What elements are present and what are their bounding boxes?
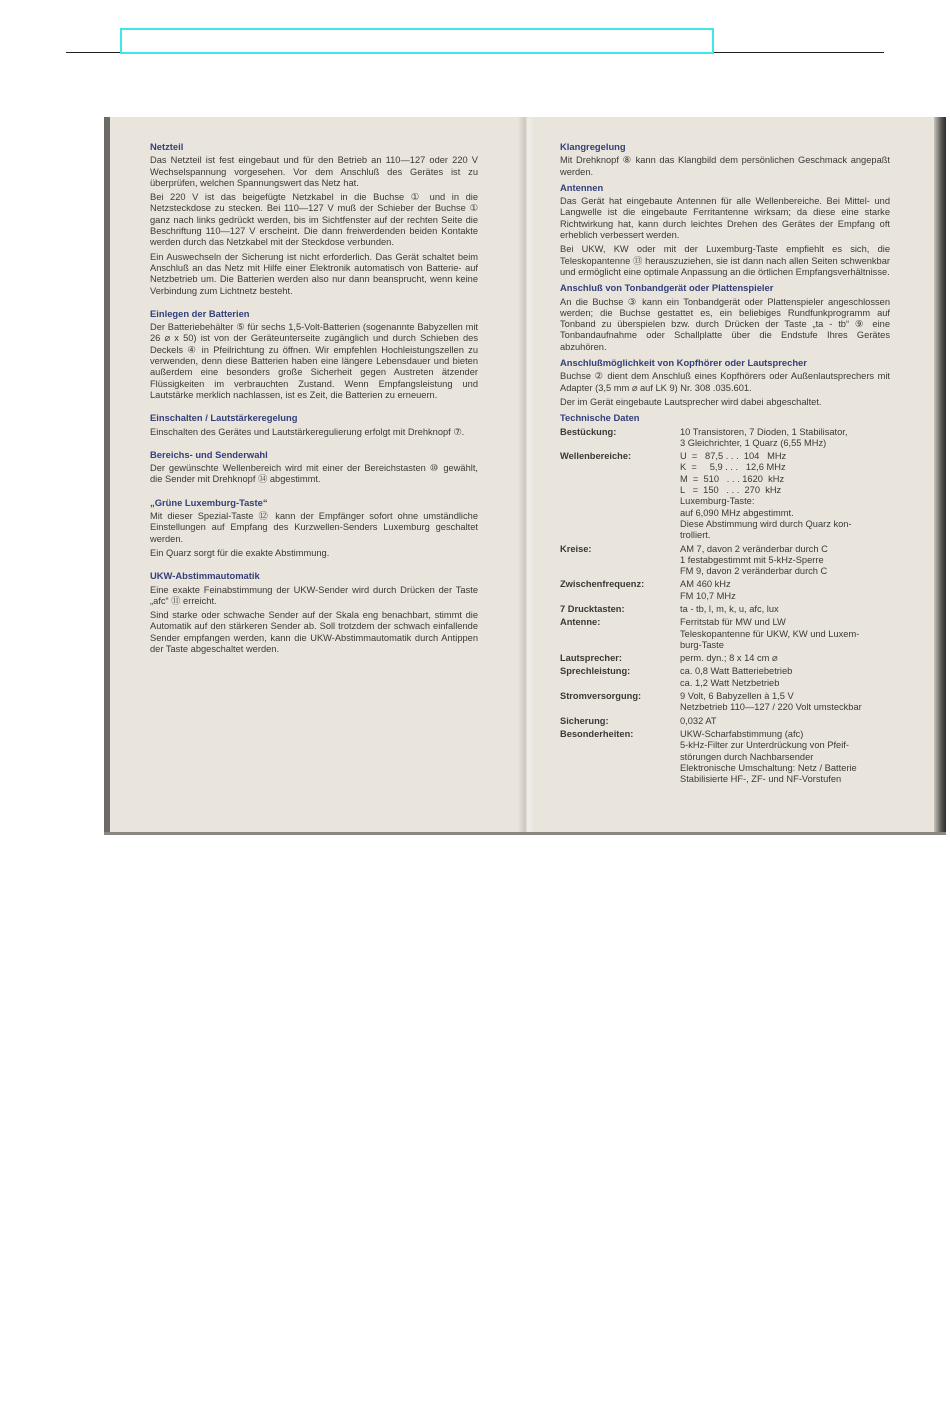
scan-bottom-edge [104, 832, 946, 835]
paragraph: Mit Drehknopf ⑧ kann das Klangbild dem persönlichen Geschmack angepaßt werden. [560, 155, 890, 177]
section-title: Einschalten / Lautstärkeregelung [150, 412, 298, 424]
section-title: Netzteil [150, 141, 184, 152]
paragraph: Das Gerät hat eingebaute Antennen für alle Wellenbereiche. Bei Mittel- und Langwelle ist die eingebaute Ferritantenne wirksam; da diese eine starke Richtwirkung hat, kann durch leichtes Drehen des Gerätes der Empfang oft erheblich verbessert werden. [560, 196, 890, 241]
spec-line: 1 festabgestimmt mit 5-kHz-Sperre [680, 554, 824, 565]
section-title: UKW-Abstimmautomatik [150, 570, 260, 582]
spec-line: UKW-Scharfabstimmung (afc) [680, 728, 804, 739]
section [150, 141, 478, 297]
spec-row [560, 427, 890, 450]
spec-line: auf 6,090 MHz abgestimmt. [680, 507, 794, 518]
spec-line: Diese Abstimmung wird durch Quarz kon- [680, 518, 852, 529]
right-page [560, 141, 890, 791]
page-fold [518, 117, 534, 835]
spec-line: störungen durch Nachbarsender [680, 751, 814, 762]
paragraph: Das Netzteil ist fest eingebaut und für den Betrieb an 110—127 oder 220 V Wechselspannung vorgesehen. Vor dem Anschluß des Gerätes ist zu überprüfen, welchen Spannungswert das Netz hat. [150, 155, 478, 188]
left-page [150, 141, 478, 666]
paragraph: Ein Auswechseln der Sicherung ist nicht erforderlich. Das Gerät schaltet beim Anschluß an das Netz mit Hilfe einer Elektronik automatisch von Batterie- auf Netzbetrieb um. Die Batterien werden also nur dann beansprucht, wenn keine Verbindung zum Lichtnetz besteht. [150, 251, 478, 296]
section-title: Anschluß von Tonbandgerät oder Plattenspieler [560, 282, 774, 294]
spec-line: Netzbetrieb 110—127 / 220 Volt umsteckbar [680, 702, 862, 713]
spec-value [680, 544, 890, 578]
spec-line: 0,032 AT [680, 715, 717, 726]
spec-line: U = 87,5 . . . 104 MHz [680, 451, 787, 462]
spec-value [680, 427, 890, 450]
spec-label: Antenne: [560, 617, 601, 628]
spec-line: ca. 0,8 Watt Batteriebetrieb [680, 666, 793, 677]
spec-line: Teleskopantenne für UKW, KW und Luxem- [680, 628, 860, 639]
tech-section [560, 412, 890, 787]
paragraph: Buchse ② dient dem Anschluß eines Kopfhörers oder Außenlautsprechers mit Adapter (3,5 mm ⌀ auf LK 9) Nr. 308 .035.601. [560, 371, 890, 393]
scanned-document [104, 117, 946, 835]
spec-label: Stromversorgung: [560, 691, 642, 702]
spec-label: Sprechleistung: [560, 666, 631, 677]
spec-line: Elektronische Umschaltung: Netz / Batterie [680, 762, 857, 773]
spec-row [560, 653, 890, 664]
right-sections [560, 141, 890, 408]
spec-line: 9 Volt, 6 Babyzellen à 1,5 V [680, 691, 794, 702]
section [150, 308, 478, 401]
spec-line: trolliert. [680, 530, 711, 541]
spec-label: Wellenbereiche: [560, 451, 632, 462]
spec-line: Ferritstab für MW und LW [680, 617, 786, 628]
tech-title: Technische Daten [560, 412, 640, 424]
section-title: Einlegen der Batterien [150, 307, 250, 319]
spec-row [560, 544, 890, 578]
spec-line: 10 Transistoren, 7 Dioden, 1 Stabilisator, [680, 426, 848, 437]
spec-value [680, 617, 890, 651]
paragraph: Bei UKW, KW oder mit der Luxemburg-Taste empfiehlt es sich, die Teleskopantenne ⑬ herauszuziehen, sie ist dann nach allen Seiten schwenkbar und ermöglicht eine optimale Anpassung an die örtlichen Empfangsverhältnisse. [560, 244, 890, 277]
section [150, 570, 478, 655]
section [560, 357, 890, 408]
spec-row [560, 691, 890, 714]
section [560, 282, 890, 353]
spec-value [680, 653, 890, 664]
spec-value [680, 604, 890, 615]
spec-label: Bestückung: [560, 426, 617, 437]
paragraph: Der im Gerät eingebaute Lautsprecher wird dabei abgeschaltet. [560, 396, 822, 407]
section-title: Anschlußmöglichkeit von Kopfhörer oder Lautsprecher [560, 357, 807, 369]
spec-line: perm. dyn.; 8 x 14 cm ⌀ [680, 653, 778, 664]
spec-line: M = 510 . . . 1620 kHz [680, 473, 785, 484]
spec-line: Stabilisierte HF-, ZF- und NF-Vorstufen [680, 774, 842, 785]
spec-row [560, 617, 890, 651]
spec-value [680, 729, 890, 785]
paragraph: Ein Quarz sorgt für die exakte Abstimmung. [150, 547, 330, 558]
scan-right-edge [934, 117, 946, 835]
paragraph: Der Batteriebehälter ⑤ für sechs 1,5-Volt-Batterien (sogenannte Babyzellen mit 26 ⌀ x 50) ist von der Geräteunterseite zugänglich und durch Schieben des Deckels ④ in Pfeilrichtung zu öffnen. Wir empfehlen Hochleistungszellen zu verwenden, denn diese Batterien haben eine längere Lebensdauer und bieten außerdem eine besonders große Sicherheit gegen Austreten ätzender Flüssigkeiten im verbrauchten Zustand. Wenn Empfangsleistung und Lautstärke merklich nachlassen, ist es Zeit, die Batterien zu erneuern. [150, 322, 478, 400]
spec-line: FM 10,7 MHz [680, 590, 736, 601]
spec-value [680, 451, 890, 541]
tech-table [560, 427, 890, 788]
paragraph: An die Buchse ③ kann ein Tonbandgerät oder Plattenspieler angeschlossen werden; die Buchse gestattet es, ein beliebiges Rundfunkprogramm auf Tonband zu überspielen bzw. durch Drücken der Taste „ta - tb“ ⑨ eine Tonbandaufnahme oder Schallplatte über die Endstufe Ihres Gerätes abzuhören. [560, 296, 890, 352]
paragraph: Mit dieser Spezial-Taste ⑫ kann der Empfänger sofort ohne umständliche Einstellungen auf Empfang des Kurzwellen-Senders Luxemburg geschaltet werden. [150, 511, 478, 544]
scan-left-edge [104, 117, 110, 835]
spec-row [560, 666, 890, 689]
spec-row [560, 579, 890, 602]
section [150, 497, 478, 559]
paragraph: Bei 220 V ist das beigefügte Netzkabel in die Buchse ① und in die Netzsteckdose zu stecken. Bei 110—127 V muß der Schieber der Buchse ① ganz nach links gedrückt werden, bis im Sichtfenster auf der rechten Seite die Beschriftung 110—127 V erscheint. Die dann freiwerdenden beiden Kontakte werden durch das Netzkabel mit der Steckdose verbunden. [150, 192, 478, 248]
spec-line: FM 9, davon 2 veränderbar durch C [680, 566, 828, 577]
spec-line: ta - tb, l, m, k, u, afc, lux [680, 603, 779, 614]
spec-line: K = 5,9 . . . 12,6 MHz [680, 462, 786, 473]
section-title: Bereichs- und Senderwahl [150, 448, 268, 460]
spec-line: Luxemburg-Taste: [680, 496, 755, 507]
spec-value [680, 579, 890, 602]
spec-line: 3 Gleichrichter, 1 Quarz (6,55 MHz) [680, 437, 827, 448]
section [150, 412, 478, 438]
spec-line: L = 150 . . . 270 kHz [680, 485, 782, 496]
section-title: Antennen [560, 181, 604, 193]
spec-gap [560, 785, 890, 787]
spec-value [680, 716, 890, 727]
section [560, 141, 890, 178]
section [150, 449, 478, 486]
spec-line: AM 7, davon 2 veränderbar durch C [680, 543, 828, 554]
spec-line: AM 460 kHz [680, 579, 731, 590]
spec-label: Besonderheiten: [560, 728, 634, 739]
section-title: Klangregelung [560, 141, 626, 152]
spec-line: 5-kHz-Filter zur Unterdrückung von Pfeif- [680, 740, 849, 751]
spec-line: burg-Taste [680, 639, 724, 650]
spec-line: ca. 1,2 Watt Netzbetrieb [680, 677, 780, 688]
section-title: „Grüne Luxemburg-Taste“ [150, 496, 268, 508]
spec-row [560, 716, 890, 727]
spec-value [680, 666, 890, 689]
spec-row [560, 451, 890, 541]
header-box [120, 28, 714, 54]
spec-label: Zwischenfrequenz: [560, 579, 645, 590]
spec-row [560, 604, 890, 615]
paragraph: Einschalten des Gerätes und Lautstärkeregulierung erfolgt mit Drehknopf ⑦. [150, 426, 465, 437]
spec-label: Kreise: [560, 543, 592, 554]
spec-row [560, 729, 890, 785]
paragraph: Eine exakte Feinabstimmung der UKW-Sender wird durch Drücken der Taste „afc“ ⑪ erreicht. [150, 584, 478, 606]
spec-label: 7 Drucktasten: [560, 603, 625, 614]
spec-label: Sicherung: [560, 715, 609, 726]
paragraph: Der gewünschte Wellenbereich wird mit einer der Bereichstasten ⑩ gewählt, die Sender mit Drehknopf ⑭ abgestimmt. [150, 463, 478, 485]
section [560, 182, 890, 278]
paragraph: Sind starke oder schwache Sender auf der Skala eng benachbart, stimmt die Automatik auf den stärkeren Sender ab. Soll trotzdem der schwach einfallende Sender empfangen werden, kann die UKW-Abstimmautomatik durch Antippen der Taste abgeschaltet werden. [150, 610, 478, 654]
spec-label: Lautsprecher: [560, 653, 622, 664]
spec-value [680, 691, 890, 714]
